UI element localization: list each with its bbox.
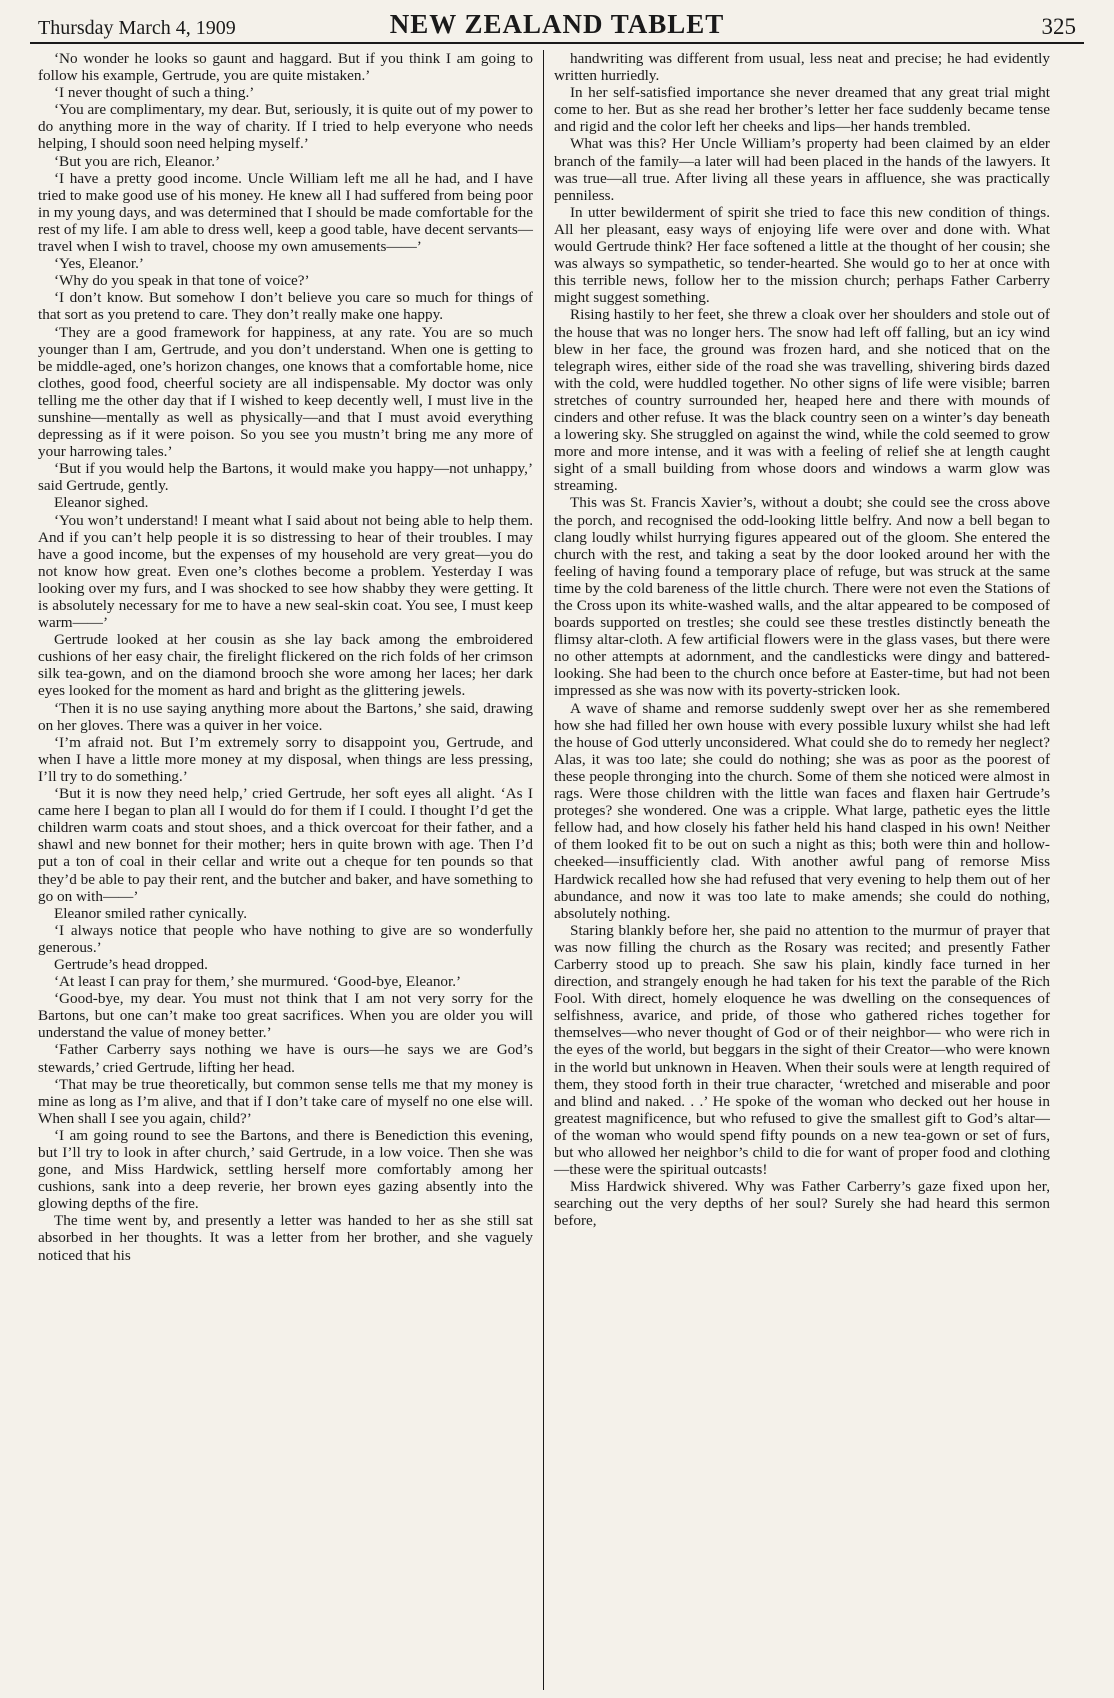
paragraph: The time went by, and presently a letter was handed to her as she still sat absorbed in her thoughts. It was a letter from her brother, and she vaguely noticed that his	[38, 1212, 533, 1264]
paragraph: ‘Then it is no use saying anything more about the Bartons,’ she said, drawing on her gloves. There was a quiver in her voice.	[38, 699, 533, 734]
paragraph: ‘I’m afraid not. But I’m extremely sorry to disappoint you, Gertrude, and when I have a little more money at my disposal, when things are less pressing, I’ll try to do something.’	[38, 733, 533, 785]
paragraph: ‘But it is now they need help,’ cried Gertrude, her soft eyes all alight. ‘As I came here I began to plan all I would do for them if I could. I thought I’d get the children warm coats and stout shoes, and a thick overcoat for their father, and a shawl and new bonnet for their mother; hers in quite brown with age. Then I’d put a ton of coal in their cellar and write out a cheque for ten pounds so that they’d be able to pay their rent, and the butcher and baker, and have something to go on with——’	[38, 785, 533, 905]
right-column	[544, 50, 1058, 1690]
paragraph: ‘That may be true theoretically, but common sense tells me that my money is mine as long as I’m alive, and that if I don’t take care of myself no one else will. When shall I see you again, child?’	[38, 1075, 533, 1127]
paragraph: ‘At least I can pray for them,’ she murmured. ‘Good-bye, Eleanor.’	[54, 973, 462, 991]
paragraph: ‘No wonder he looks so gaunt and haggard. But if you think I am going to follow his example, Gertrude, you are quite mistaken.’	[38, 50, 533, 85]
left-column	[30, 50, 544, 1690]
masthead	[30, 4, 1084, 44]
paragraph: handwriting was different from usual, less neat and precise; he had evidently written hurriedly.	[554, 50, 1050, 85]
paragraph: ‘I am going round to see the Bartons, and there is Benediction this evening, but I’ll try to look in after church,’ said Gertrude, in a low voice. Then she was gone, and Miss Hardwick, settling herself more comfortably among her cushions, sank into a deep reverie, her brown eyes gazing absently into the glowing depths of the fire.	[38, 1126, 533, 1213]
paragraph: Staring blankly before her, she paid no attention to the murmur of prayer that was now filling the church as the Rosary was recited; and presently Father Carberry stood up to preach. She saw his plain, kindly face turned in her direction, and strangely enough he had taken for his text the parable of the Rich Fool. With direct, homely eloquence he was dwelling on the consequences of selfishness, avarice, and pride, of those who gathered riches together for themselves—who never thought of God or of their neighbor— who were rich in the eyes of the world, but beggars in the sight of their Creator—who were known in the world but unknown in Heaven. When their souls were at length required of them, they stood forth in their true character, ‘wretched and miserable and poor and blind and naked. . .’ He spoke of the woman who decked out her house in greatest magnificence, but who refused to give the smallest gift to God’s altar—of the woman who would spend fifty pounds on a new tea-gown or set of furs, but who allowed her neighbor’s child to die for want of proper food and clothing—these were the spiritual outcasts!	[554, 921, 1050, 1179]
paragraph: What was this? Her Uncle William’s property had been claimed by an elder branch of the family—a later will had been placed in the hands of the lawyers. It was true—all true. After living all these years in affluence, she was practically penniless.	[554, 135, 1050, 204]
paragraph: A wave of shame and remorse suddenly swept over her as she remembered how she had filled her own house with every possible luxury whilst she had left the house of God utterly unconsidered. What could she do to remedy her neglect? Alas, it was too late; she could do nothing; she was as poor as the poorest of these people thronging into the church. Some of them she noticed were almost in rags. Were those children with the little wan faces and flaxen hair Gertrude’s proteges? she wondered. One was a cripple. What large, pathetic eyes the little fellow had, and how closely his father held his hand clasped in his own! Neither of them looked fit to be out on such a night as this; both were thin and hollow-cheeked—insufficiently clad. With another awful pang of remorse Miss Hardwick recalled how she had refused that very evening to help them out of her abundance, and now it was too late to make amends; she could do nothing, absolutely nothing.	[554, 699, 1050, 922]
paragraph: ‘Good-bye, my dear. You must not think that I am not very sorry for the Bartons, but one can’t make too great sacrifices. When you are older you will understand the value of money better.’	[38, 990, 533, 1042]
paragraph: This was St. Francis Xavier’s, without a doubt; she could see the cross above the porch, and recognised the odd-looking little belfry. And now a bell began to clang loudly whilst hurrying figures appeared out of the gloom. She entered the church with the rest, and taking a seat by the door looked around her with the feeling of having found a temporary place of refuge, but was struck at the same time by the cold bareness of the little church. There were not even the Stations of the Cross upon its white-washed walls, and the altar appeared to be composed of boards supported on trestles; she could see these trestles distinctly beneath the flimsy altar-cloth. A few artificial flowers were in the glass vases, but there were no other attempts at adornment, and the candlesticks were dingy and battered-looking. She had been to the church once before at Easter-time, but had not been impressed as she was now with its poverty-stricken look.	[554, 494, 1050, 700]
paragraph: ‘Father Carberry says nothing we have is ours—he says we are God’s stewards,’ cried Gertrude, lifting her head.	[38, 1041, 533, 1076]
publication-title: NEW ZEALAND TABLET	[389, 9, 725, 39]
paragraph: Eleanor smiled rather cynically.	[54, 904, 247, 922]
paragraph: Rising hastily to her feet, she threw a cloak over her shoulders and stole out of the house that was no longer hers. The snow had left off falling, but an icy wind blew in her face, the ground was frozen hard, and she noticed that on the telegraph wires, either side of the road she was travelling, shivering birds dazed with the cold, were huddled together. No other signs of life were visible; barren stretches of country surrounded her, heaped here and there with mounds of cinders and other refuse. It was the black country seen on a winter’s day beneath a lowering sky. She struggled on against the wind, while the cold seemed to grow more and more intense, and it was with a feeling of relief she at length caught sight of a small building from whose doors and windows a warm glow was streaming.	[554, 306, 1050, 495]
paragraph: ‘I always notice that people who have nothing to give are so wonderfully generous.’	[38, 921, 533, 956]
paragraph: ‘Yes, Eleanor.’	[54, 255, 144, 273]
paragraph: In her self-satisfied importance she never dreamed that any great trial might come to her. But as she read her brother’s letter her face suddenly became tense and rigid and the color left her cheeks and lips—her hands trembled.	[554, 84, 1050, 136]
paragraph: ‘I have a pretty good income. Uncle William left me all he had, and I have tried to make good use of his money. He knew all I had suffered from being poor in my young days, and was determined that I should be made comfortable for the rest of my life. I am able to dress well, keep a good table, have decent servants—travel when I wish to travel, choose my own amusements——’	[38, 169, 533, 256]
paragraph: ‘But if you would help the Bartons, it would make you happy—not unhappy,’ said Gertrude, gently.	[38, 460, 533, 495]
paragraph: Miss Hardwick shivered. Why was Father Carberry’s gaze fixed upon her, searching out the very depths of her soul? Surely she had heard this sermon before,	[554, 1178, 1050, 1230]
paragraph: ‘Why do you speak in that tone of voice?’	[54, 272, 310, 290]
paragraph: ‘They are a good framework for happiness, at any rate. You are so much younger than I am, Gertrude, and you don’t understand. When one is getting to be middle-aged, one’s horizon changes, one knows that a comfortable home, nice clothes, good food, cheerful society are all indispensable. My doctor was only telling me the other day that if I wished to keep decently well, I must live in the sunshine—mentally as well as physically—and that I must avoid everything depressing as if it were poison. So you see you mustn’t bring me any more of your harrowing tales.’	[38, 323, 533, 461]
paragraph: Gertrude looked at her cousin as she lay back among the embroidered cushions of her easy chair, the firelight flickered on the rich folds of her crimson silk tea-gown, and on the diamond brooch she wore among her laces; her dark eyes looked for the moment as hard and bright as the glittering jewels.	[38, 631, 533, 700]
paragraph: ‘You are complimentary, my dear. But, seriously, it is quite out of my power to do anything more in the way of charity. If I tried to help everyone who needs helping, I should soon need helping myself.’	[38, 101, 533, 153]
paragraph: In utter bewilderment of spirit she tried to face this new condition of things. All her pleasant, easy ways of enjoying life were over and done with. What would Gertrude think? Her face softened a little at the thought of her cousin; she was always so sympathetic, so tender-hearted. She would go to her at once with this terrible news, follow her to the mission church; perhaps Father Carberry might suggest something.	[554, 203, 1050, 307]
paragraph: ‘But you are rich, Eleanor.’	[54, 152, 221, 170]
paragraph: ‘You won’t understand! I meant what I said about not being able to help them. And if you can’t help people it is so distressing to hear of their troubles. I may have a good income, but the expenses of my household are very great—you do not know how great. Even one’s clothes become a problem. Yesterday I was looking over my furs, and I was shocked to see how shabby they were getting. It is absolutely necessary for me to have a new seal-skin coat. You see, I must keep warm——’	[38, 511, 533, 632]
article-columns	[30, 50, 1084, 1690]
page-number: 325	[1041, 14, 1076, 39]
paragraph: Gertrude’s head dropped.	[54, 955, 208, 973]
paragraph: Eleanor sighed.	[54, 494, 149, 512]
issue-date: Thursday March 4, 1909	[38, 17, 236, 39]
paragraph: ‘I never thought of such a thing.’	[54, 84, 255, 102]
paragraph: ‘I don’t know. But somehow I don’t believe you care so much for things of that sort as you pretend to care. They don’t really make one happy.	[38, 289, 533, 324]
